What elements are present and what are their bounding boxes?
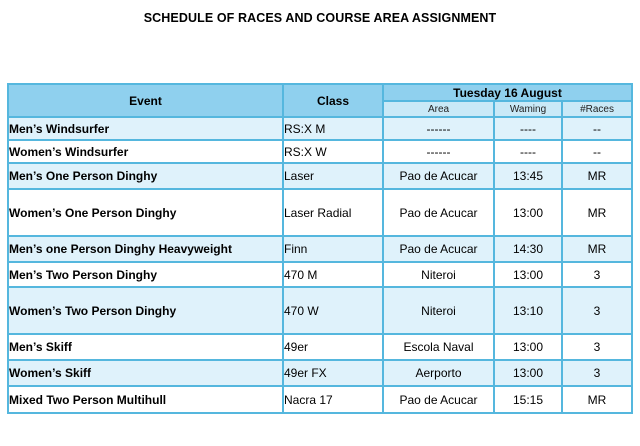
table-row: [8, 140, 632, 163]
table-row: [8, 262, 632, 287]
warning-cell: 13:00: [494, 334, 562, 360]
races-cell: MR: [562, 163, 632, 189]
class-cell: Nacra 17: [283, 386, 383, 413]
schedule-rows: [8, 117, 632, 413]
table-row: [8, 360, 632, 386]
area-cell: Aerporto: [383, 360, 494, 386]
class-cell: 470 M: [283, 262, 383, 287]
table-row: [8, 287, 632, 334]
event-cell: Women’s Windsurfer: [8, 140, 283, 163]
event-cell: Women’s One Person Dinghy: [8, 189, 283, 236]
area-cell: Pao de Acucar: [383, 236, 494, 262]
page-title: SCHEDULE OF RACES AND COURSE AREA ASSIGNMENT: [143, 11, 497, 25]
area-cell: Niteroi: [383, 262, 494, 287]
area-cell: Pao de Acucar: [383, 386, 494, 413]
table-row: [8, 163, 632, 189]
area-cell: ------: [383, 140, 494, 163]
event-cell: Men’s One Person Dinghy: [8, 163, 283, 189]
warning-cell: 14:30: [494, 236, 562, 262]
class-cell: 49er: [283, 334, 383, 360]
warning-cell: 13:00: [494, 360, 562, 386]
races-cell: 3: [562, 287, 632, 334]
races-cell: MR: [562, 386, 632, 413]
area-cell: Pao de Acucar: [383, 189, 494, 236]
class-cell: Finn: [283, 236, 383, 262]
header-warning: Waming: [494, 101, 562, 117]
table-row: [8, 117, 632, 140]
warning-cell: 13:45: [494, 163, 562, 189]
races-cell: --: [562, 140, 632, 163]
area-cell: Pao de Acucar: [383, 163, 494, 189]
area-cell: Niteroi: [383, 287, 494, 334]
warning-cell: ----: [494, 140, 562, 163]
event-cell: Men’s Skiff: [8, 334, 283, 360]
class-cell: 49er FX: [283, 360, 383, 386]
event-cell: Men’s one Person Dinghy Heavyweight: [8, 236, 283, 262]
area-cell: ------: [383, 117, 494, 140]
event-cell: Men’s Two Person Dinghy: [8, 262, 283, 287]
header-class: Class: [283, 84, 383, 117]
races-cell: MR: [562, 189, 632, 236]
class-cell: Laser: [283, 163, 383, 189]
class-cell: RS:X M: [283, 117, 383, 140]
table-row: [8, 236, 632, 262]
event-cell: Mixed Two Person Multihull: [8, 386, 283, 413]
warning-cell: 13:00: [494, 189, 562, 236]
schedule-table: [7, 83, 633, 414]
header-races: #Races: [562, 101, 632, 117]
class-cell: Laser Radial: [283, 189, 383, 236]
event-cell: Women’s Two Person Dinghy: [8, 287, 283, 334]
event-cell: Women’s Skiff: [8, 360, 283, 386]
races-cell: MR: [562, 236, 632, 262]
warning-cell: 15:15: [494, 386, 562, 413]
races-cell: 3: [562, 262, 632, 287]
table-row: [8, 334, 632, 360]
warning-cell: 13:10: [494, 287, 562, 334]
races-cell: 3: [562, 360, 632, 386]
event-cell: Men’s Windsurfer: [8, 117, 283, 140]
races-cell: 3: [562, 334, 632, 360]
warning-cell: ----: [494, 117, 562, 140]
warning-cell: 13:00: [494, 262, 562, 287]
area-cell: Escola Naval: [383, 334, 494, 360]
table-row: [8, 189, 632, 236]
class-cell: RS:X W: [283, 140, 383, 163]
header-event: Event: [8, 84, 283, 117]
races-cell: --: [562, 117, 632, 140]
header-date: Tuesday 16 August: [383, 84, 632, 101]
class-cell: 470 W: [283, 287, 383, 334]
header-area: Area: [383, 101, 494, 117]
table-row: [8, 386, 632, 413]
